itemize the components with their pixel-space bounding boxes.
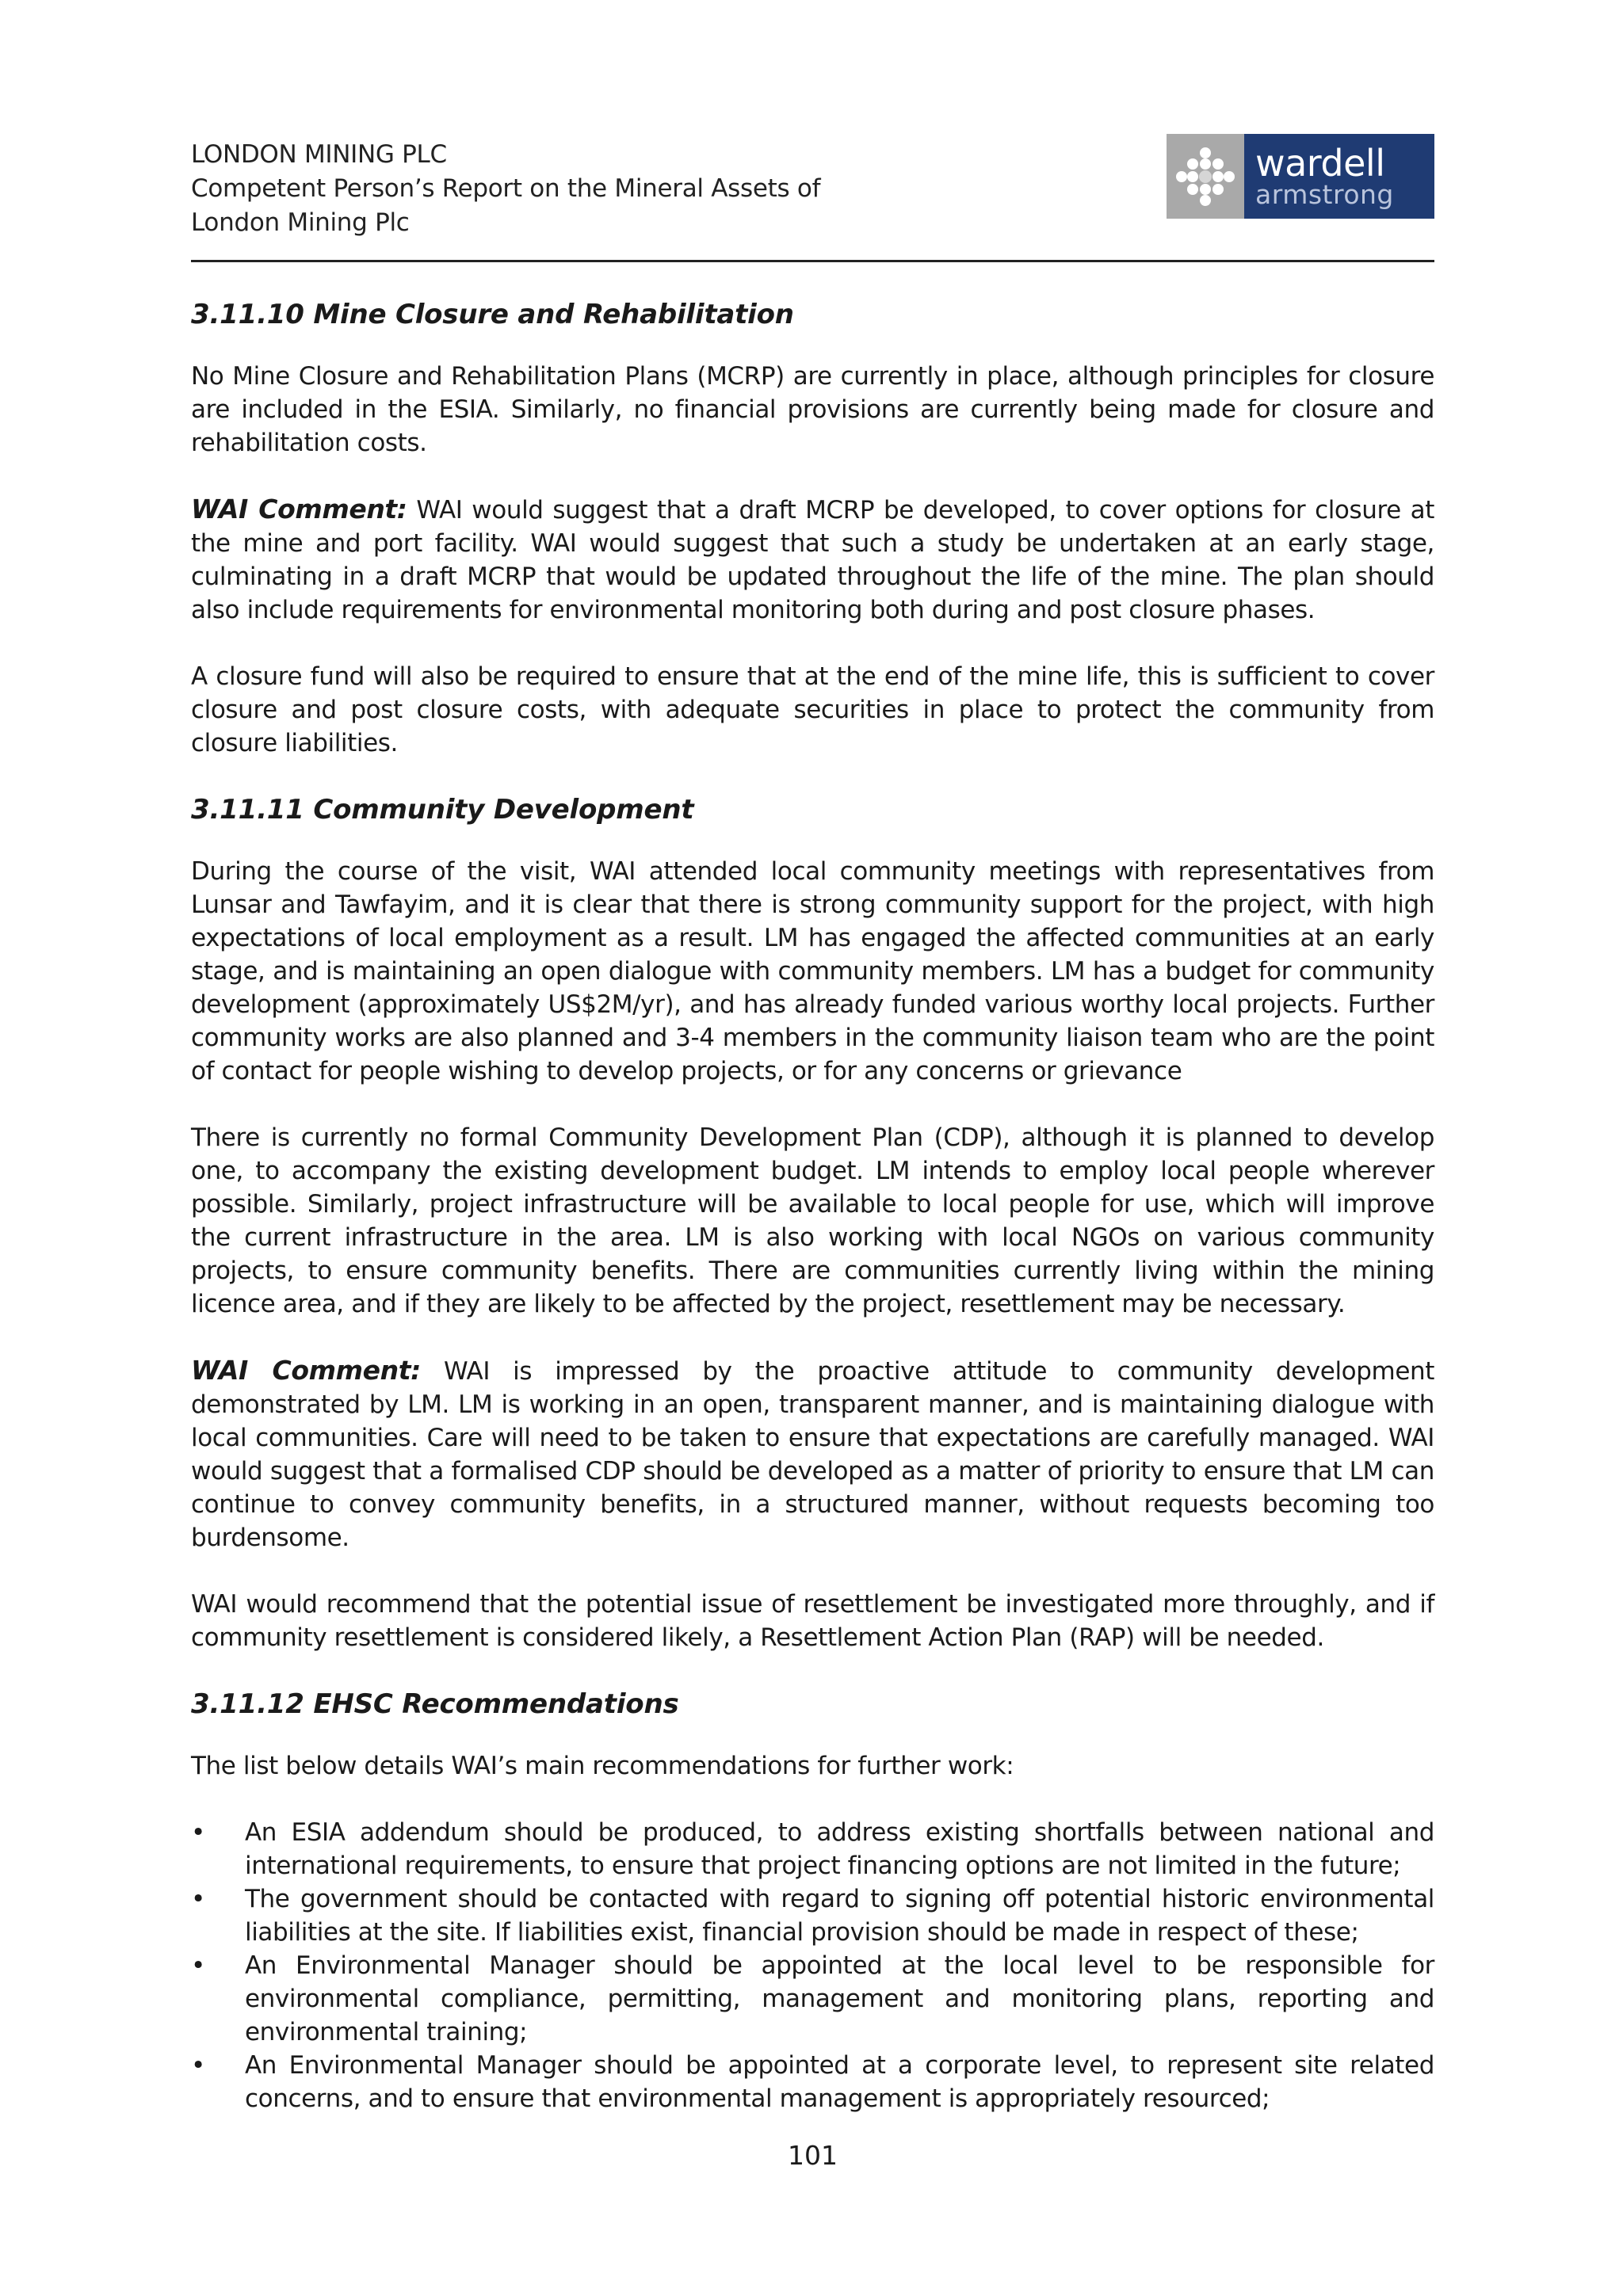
closure-paragraph-1: No Mine Closure and Rehabilitation Plans (MCRP) are currently in place, although principles for closure are included in the ESIA. Similarly, no financial provisions are currently being made for closure and rehabilitation costs. bbox=[191, 362, 1434, 457]
page-number: 101 bbox=[788, 2140, 838, 2171]
list-item bbox=[191, 1949, 1434, 2049]
list-item-text: An Environmental Manager should be appointed at the local level to be responsible for environmental compliance, permitting, management and monitoring plans, reporting and environmental training; bbox=[245, 1951, 1434, 2046]
community-paragraph-2: There is currently no formal Community Development Plan (CDP), although it is planned to develop one, to accompany the existing development budget. LM intends to employ local people wherever possible. Similarly, project infrastructure will be available to local people for use, which will improve the current infrastructure in the area. LM is also working with local NGOs on various community projects, to ensure community benefits. There are communities currently living within the mining licence area, and if they are likely to be affected by the project, resettlement may be necessary. bbox=[191, 1123, 1434, 1318]
closure-comment bbox=[191, 493, 1434, 627]
list-item-text: The government should be contacted with regard to signing off potential historic environmental liabilities at the site. If liabilities exist, financial provision should be made in respect of these; bbox=[245, 1885, 1434, 1947]
list-item-text: An ESIA addendum should be produced, to address existing shortfalls between national and international requirements, to ensure that project financing options are not limited in the future; bbox=[245, 1818, 1434, 1880]
section-heading-closure: 3.11.10 Mine Closure and Rehabilitation bbox=[191, 299, 794, 330]
wardell-armstrong-logo bbox=[1167, 134, 1434, 219]
comment-text: WAI is impressed by the proactive attitude to community development demonstrated by LM. LM is working in an open, transparent manner, and is maintaining dialogue with local communities. Care will need to be taken to ensure that expectations are carefully managed. WAI would suggest that a formalised CDP should be developed as a matter of priority to ensure that LM can continue to convey community benefits, in a structured manner, without requests becoming too burdensome. bbox=[191, 1357, 1434, 1552]
report-title-line-1: Competent Person’s Report on the Mineral Assets of bbox=[191, 174, 821, 203]
closure-paragraph-3: A closure fund will also be required to ensure that at the end of the mine life, this is sufficient to cover closure and post closure costs, with adequate securities in place to protect the community from closure liabilities. bbox=[191, 662, 1434, 757]
logo-name: wardell bbox=[1255, 142, 1385, 185]
list-item bbox=[191, 1882, 1434, 1949]
list-item bbox=[191, 2049, 1434, 2115]
recommendations-list bbox=[191, 1816, 1434, 2115]
company-name: LONDON MINING PLC bbox=[191, 140, 447, 169]
logo-dots-icon bbox=[1167, 134, 1244, 219]
header-divider bbox=[191, 260, 1434, 262]
list-item-text: An Environmental Manager should be appointed at a corporate level, to represent site related concerns, and to ensure that environmental management is appropriately resourced; bbox=[245, 2051, 1434, 2113]
bullet-icon: • bbox=[191, 1818, 205, 1847]
document-page bbox=[191, 0, 1434, 2296]
list-item bbox=[191, 1816, 1434, 1882]
bullet-icon: • bbox=[191, 1885, 205, 1913]
page-content bbox=[191, 298, 1434, 2115]
logo-subname: armstrong bbox=[1255, 179, 1394, 210]
section-heading-community: 3.11.11 Community Development bbox=[191, 794, 694, 826]
comment-text: WAI would suggest that a draft MCRP be developed, to cover options for closure at the mine and port facility. WAI would suggest that such a study be undertaken at an early stage, culminating in a draft MCRP that would be updated throughout the life of the mine. The plan should also include requirements for environmental monitoring both during and post closure phases. bbox=[191, 496, 1434, 624]
ehsc-intro: The list below details WAI’s main recommendations for further work: bbox=[191, 1752, 1014, 1780]
bullet-icon: • bbox=[191, 2051, 205, 2080]
community-paragraph-4: WAI would recommend that the potential issue of resettlement be investigated more throughly, and if community resettlement is considered likely, a Resettlement Action Plan (RAP) will be needed. bbox=[191, 1590, 1434, 1652]
comment-label: WAI Comment: bbox=[191, 1355, 421, 1386]
page-header bbox=[191, 138, 1434, 240]
logo-wordmark bbox=[1244, 134, 1434, 219]
section-heading-ehsc: 3.11.12 EHSC Recommendations bbox=[191, 1688, 679, 1720]
community-comment bbox=[191, 1354, 1434, 1554]
community-paragraph-1: During the course of the visit, WAI attended local community meetings with representatives from Lunsar and Tawfayim, and it is clear that there is strong community support for the project, with high expectations of local employment as a result. LM has engaged the affected communities at an early stage, and is maintaining an open dialogue with community members. LM has a budget for community development (approximately US$2M/yr), and has already funded various worthy local projects. Further community works are also planned and 3-4 members in the community liaison team who are the point of contact for people wishing to develop projects, or for any concerns or grievance bbox=[191, 857, 1434, 1085]
comment-label: WAI Comment: bbox=[191, 494, 407, 524]
report-title-line-2: London Mining Plc bbox=[191, 208, 410, 237]
bullet-icon: • bbox=[191, 1951, 205, 1980]
